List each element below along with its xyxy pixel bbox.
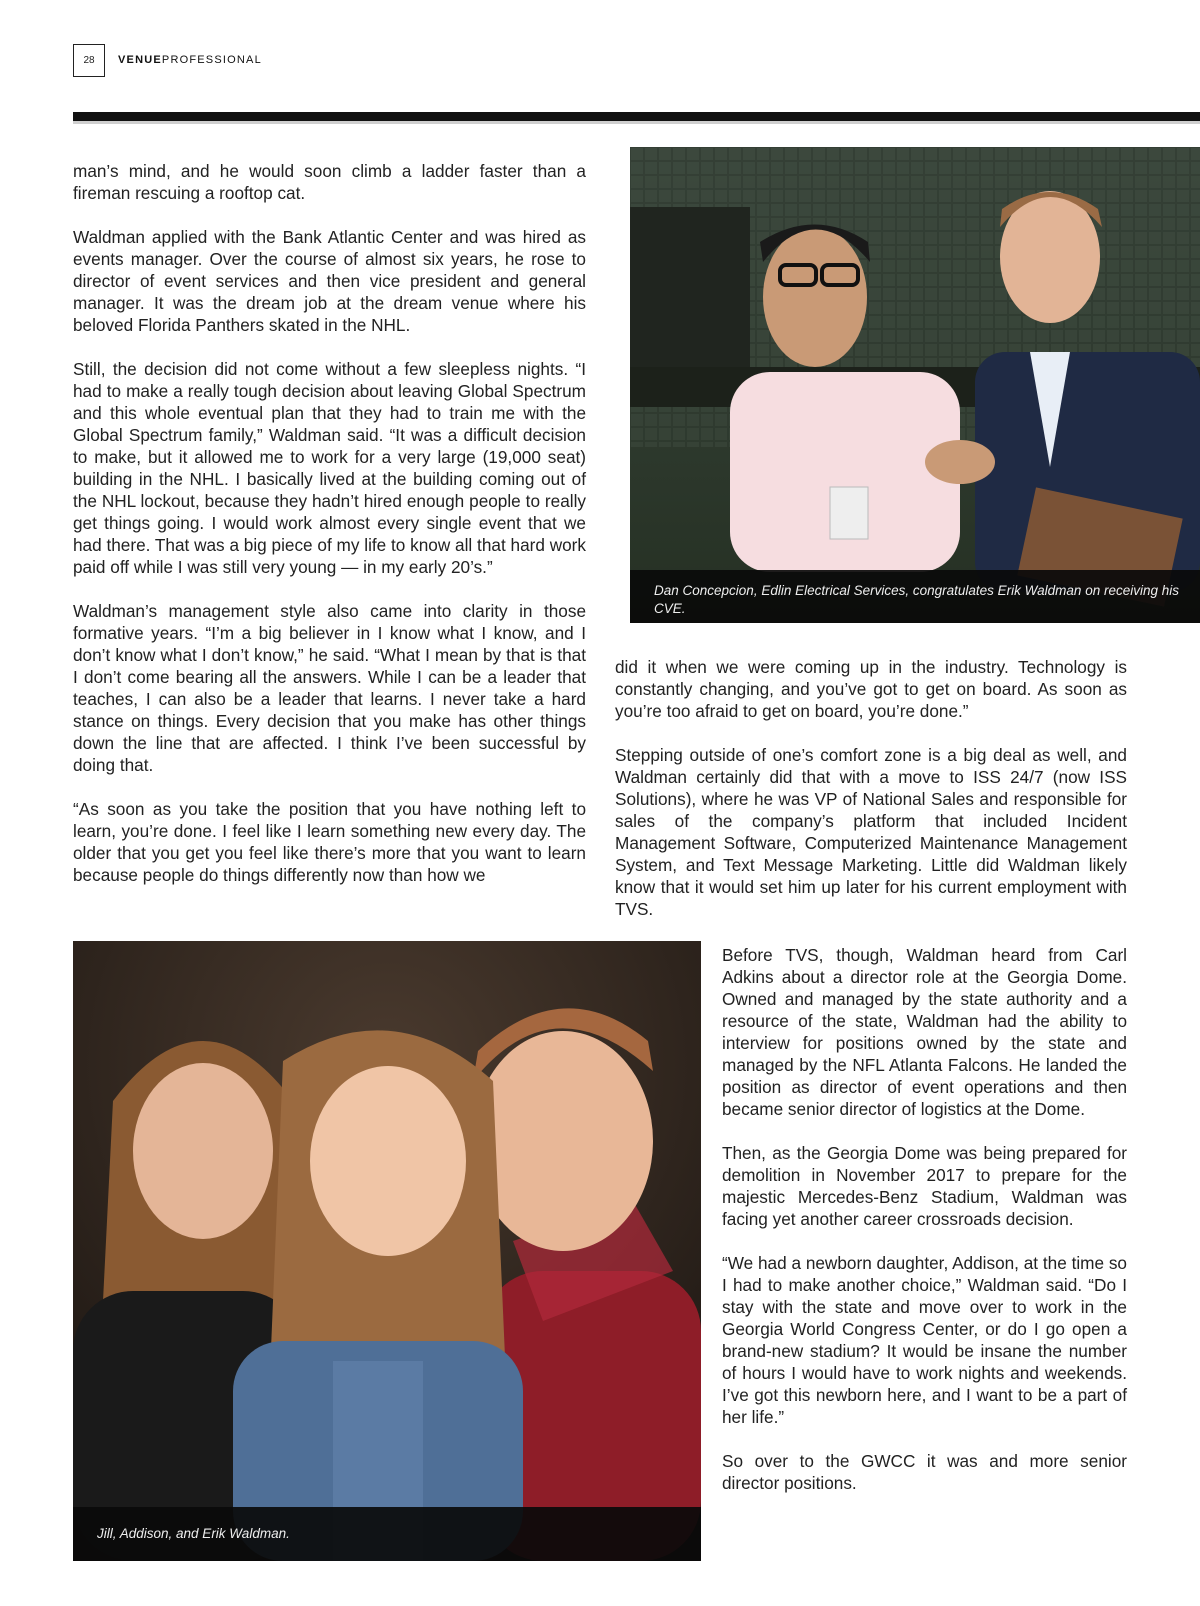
paragraph: So over to the GWCC it was and more senior director positions. [722, 1451, 1127, 1493]
paragraph: Stepping outside of one’s comfort zone is a big deal as well, and Waldman certainly did that with a move to ISS 24/7 (now ISS Solutions), where he was VP of National Sales and responsible for sales of the company’s platform that included Incident Management Software, Computerized Maintenance Management System, and Text Message Marketing. Little did Waldman likely know that it would set him up later for his current employment with TVS. [615, 745, 1127, 919]
article-column-right [722, 944, 1127, 1494]
paragraph: Waldman applied with the Bank Atlantic Center and was hired as events manager. Over the course of almost six years, he rose to director of event services and then vice president and general manager. It was the dream job at the dream venue where his beloved Florida Panthers skated in the NHL. [73, 227, 586, 335]
family-photo-image [73, 941, 701, 1561]
page-number: 28 [73, 44, 105, 77]
magazine-name-regular: PROFESSIONAL [161, 54, 262, 66]
article-column-left [73, 160, 586, 886]
family-photo [73, 941, 701, 1561]
paragraph: Before TVS, though, Waldman heard from Carl Adkins about a director role at the Georgia Dome. Owned and managed by the state authority and a resource of the state, Waldman had the ability to interview for positions owned by the state and managed by the NFL Atlanta Falcons. He landed the position as director of event operations and then became senior director of logistics at the Dome. [722, 945, 1127, 1119]
paragraph: “We had a newborn daughter, Addison, at the time so I had to make another choice,” Waldman said. “Do I stay with the state and move over to work in the Georgia World Congress Center, or do I go open a brand-new stadium? It would be insane the number of hours I would have to work nights and weekends. I’ve got this newborn here, and I want to be a part of her life.” [722, 1253, 1127, 1427]
header-rule [73, 112, 1200, 121]
magazine-name [118, 54, 262, 66]
photo-caption: Jill, Addison, and Erik Waldman. [73, 1507, 701, 1561]
award-photo [630, 147, 1200, 623]
paragraph: Then, as the Georgia Dome was being prepared for demolition in November 2017 to prepare for the majestic Mercedes-Benz Stadium, Waldman was facing yet another career crossroads decision. [722, 1143, 1127, 1229]
photo-caption: Dan Concepcion, Edlin Electrical Services, congratulates Erik Waldman on receiving his CVE. [630, 570, 1200, 623]
paragraph: man’s mind, and he would soon climb a ladder faster than a fireman rescuing a rooftop cat. [73, 161, 586, 203]
paragraph: did it when we were coming up in the industry. Technology is constantly changing, and you’ve got to get on board. As soon as you’re too afraid to get on board, you’re done.” [615, 657, 1127, 721]
award-photo-image [630, 147, 1200, 623]
article-column-middle [615, 656, 1127, 920]
paragraph: Still, the decision did not come without a few sleepless nights. “I had to make a really tough decision about leaving Global Spectrum and this whole eventual plan that they had to train me with the Global Spectrum family,” Waldman said. “It was a difficult decision to make, but it allowed me to work for a very large (19,000 seat) building in the NHL. I basically lived at the building coming out of the NHL lockout, because they hadn’t hired enough people to really get things going. I would work almost every single event that we had there. That was a big piece of my life to know all that hard work paid off while I was still very young — in my early 20’s.” [73, 359, 586, 577]
paragraph: “As soon as you take the position that you have nothing left to learn, you’re done. I feel like I learn something new every day. The older that you get you feel like there’s more that you want to learn because people do things differently now than how we [73, 799, 586, 885]
paragraph: Waldman’s management style also came into clarity in those formative years. “I’m a big believer in I know what I know, and I don’t know what I don’t know,” he said. “What I mean by that is that I don’t come bearing all the answers. While I can be a leader that teaches, I can also be a leader that learns. I never take a hard stance on things. Every decision that you make has other things down the line that are affected. I think I’ve been successful by doing that. [73, 601, 586, 775]
header-rule-shadow [73, 121, 1200, 124]
magazine-name-bold: VENUE [118, 54, 162, 66]
